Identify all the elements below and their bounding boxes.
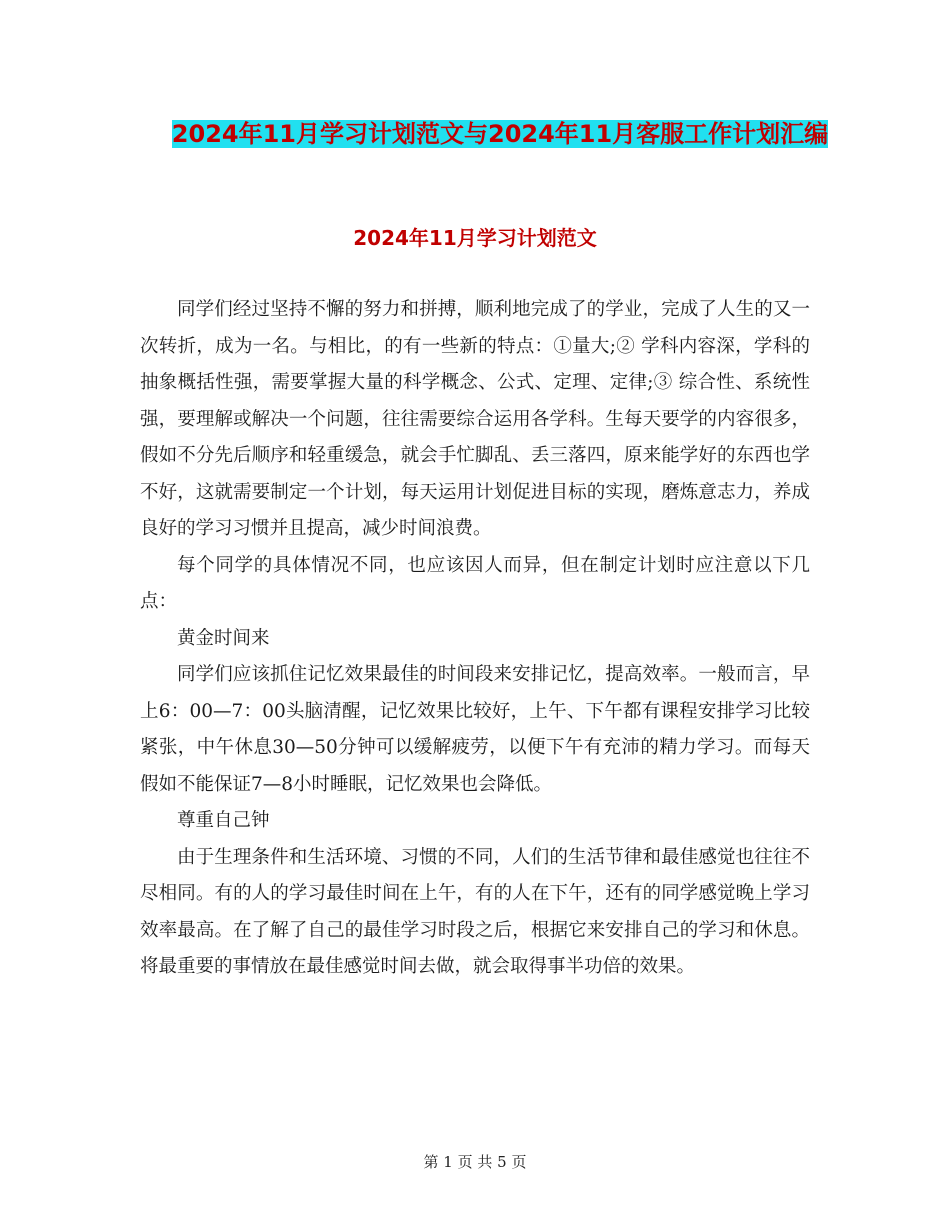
- document-title: [130, 112, 870, 156]
- paragraph-golden-time: 同学们应该抓住记忆效果最佳的时间段来安排记忆，提高效率。一般而言，早上6：00—7：00头脑清醒，记忆效果比较好，上午、下午都有课程安排学习比较紧张，中午休息30—50分钟可以缓解疲劳，以便下午有充沛的精力学习。而每天假如不能保证7—8小时睡眠，记忆效果也会降低。: [140, 664, 810, 795]
- subheading-body-clock: 尊重自己钟: [177, 810, 270, 831]
- document-title-text: 2024年11月学习计划范文与2024年11月客服工作计划汇编: [171, 120, 829, 148]
- section-title: 2024年11月学习计划范文: [353, 226, 597, 250]
- page-footer: 第 1 页 共 5 页: [423, 1153, 527, 1171]
- paragraph-notes-intro: 每个同学的具体情况不同，也应该因人而异，但在制定计划时应注意以下几点：: [140, 554, 810, 612]
- paragraph-intro: 同学们经过坚持不懈的努力和拼搏，顺利地完成了的学业，完成了人生的又一次转折，成为一名。与相比，的有一些新的特点：①量大;② 学科内容深，学科的抽象概括性强，需要掌握大量的科学概念、公式、定理、定律;③ 综合性、系统性强，要理解或解决一个问题，往往需要综合运用各学科。生每天要学的内容很多，假如不分先后顺序和轻重缓急，就会手忙脚乱、丢三落四，原来能学好的东西也学不好，这就需要制定一个计划，每天运用计划促进目标的实现，磨炼意志力，养成良好的学习习惯并且提高，减少时间浪费。: [140, 299, 810, 539]
- document-body: [140, 292, 810, 986]
- paragraph-body-clock: 由于生理条件和生活环境、习惯的不同，人们的生活节律和最佳感觉也往往不尽相同。有的人的学习最佳时间在上午，有的人在下午，还有的同学感觉晚上学习效率最高。在了解了自己的最佳学习时段之后，根据它来安排自己的学习和休息。将最重要的事情放在最佳感觉时间去做，就会取得事半功倍的效果。: [140, 846, 810, 977]
- subheading-golden-time: 黄金时间来: [177, 627, 270, 649]
